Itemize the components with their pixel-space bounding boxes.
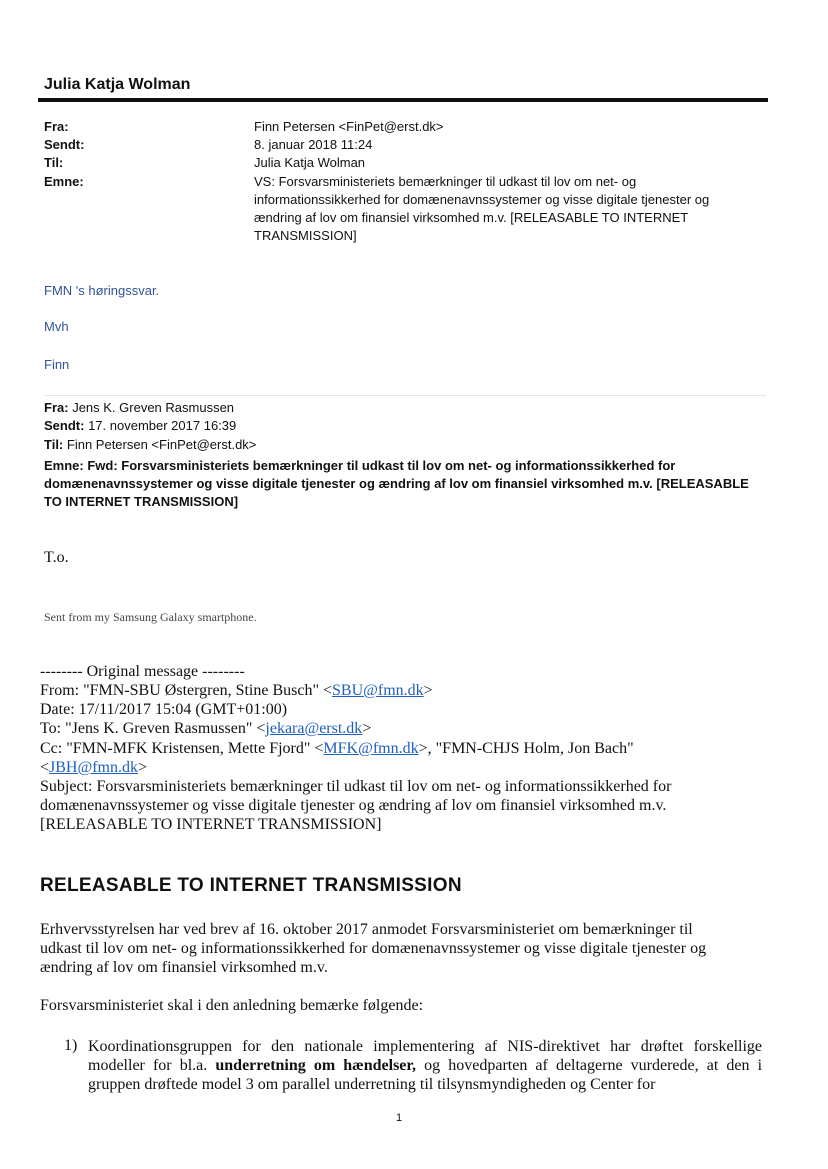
original-from-text: From: "FMN-SBU Østergren, Stine Busch" <: [40, 682, 333, 699]
subject-value: VS: Forsvarsministeriets bemærkninger til udkast til lov om net- og informationssikkerhed for domænenavnssystemer og visse digitale tjenester og ændring af lov om finansiel virksomhed m.v. [RELEASABLE TO INTERNET TRANSMISSION]: [254, 174, 710, 243]
mfk-email-link[interactable]: MFK@fmn.dk: [323, 740, 419, 757]
to-value: Julia Katja Wolman: [254, 155, 366, 170]
from-label: Fra:: [44, 119, 69, 134]
sent-value: 8. januar 2018 11:24: [254, 137, 373, 152]
forward-to-label: Til:: [44, 437, 64, 452]
list-item-text: [88, 1037, 762, 1094]
original-cc-mid: >, "FMN-CHJS Holm, Jon Bach": [418, 740, 634, 757]
body-line-hearing: FMN 's høringssvar.: [44, 283, 160, 298]
forward-subject-value: Fwd: Forsvarsministeriets bemærkninger til udkast til lov om net- og informationssikkerhed for domænenavnssystemer og visse digitale tjenester og ændring af lov om finansiel virksomhed m.v. [RELEASABLE TO INTERNET TRANSMISSION]: [44, 458, 749, 509]
from-value: Finn Petersen <FinPet@erst.dk>: [254, 119, 444, 134]
header-rule: [38, 98, 768, 102]
original-cc-line-2: [40, 758, 780, 777]
forward-subject-row: [44, 457, 764, 511]
forward-to-row: [44, 436, 774, 454]
original-message-heading: -------- Original message --------: [40, 663, 245, 680]
forward-divider: [44, 395, 766, 396]
original-from-line: [40, 681, 780, 700]
original-cc-line: [40, 739, 780, 758]
to-note: T.o.: [44, 549, 69, 566]
original-subject-line-2: domænenavnssystemer og visse digitale tjenester og ændring af lov om finansiel virksomhed m.v.: [40, 797, 667, 814]
letter-paragraph-1-line-2: udkast til lov om net- og informationssikkerhed for domænenavnssystemer og visse digitale tjenester og: [40, 940, 707, 957]
jekara-email-link[interactable]: jekara@erst.dk: [265, 720, 363, 737]
forward-to-value: Finn Petersen <FinPet@erst.dk>: [66, 437, 257, 452]
releasable-heading: RELEASABLE TO INTERNET TRANSMISSION: [40, 875, 462, 896]
list-item-number: 1): [64, 1037, 78, 1054]
original-to-text: To: "Jens K. Greven Rasmussen" <: [40, 720, 266, 737]
body-line-signature: Finn: [44, 357, 70, 372]
original-cc-open: <: [40, 759, 50, 776]
jbh-email-link[interactable]: JBH@fmn.dk: [49, 759, 138, 776]
original-subject-line-3: [RELEASABLE TO INTERNET TRANSMISSION]: [40, 816, 382, 833]
forward-from-row: [44, 399, 774, 417]
original-cc-text: Cc: "FMN-MFK Kristensen, Mette Fjord" <: [40, 740, 324, 757]
original-date-line: Date: 17/11/2017 15:04 (GMT+01:00): [40, 701, 288, 718]
forward-subject-label: Emne:: [44, 458, 84, 473]
forward-sent-label: Sendt:: [44, 418, 85, 433]
original-to-close: >: [362, 720, 372, 737]
list-item-text-end: og hovedparten af deltagerne vurderede, at den i gruppen drøftede model 3 om parallel underretning til tilsynsmyndigheden og Center for: [88, 1057, 763, 1093]
list-item-text-start: Koordinationsgruppen for den nationale implementering af NIS-direktivet har drøftet forskellige modeller for bl.a.: [88, 1038, 762, 1074]
forward-sent-value: 17. november 2017 16:39: [88, 418, 237, 433]
letter-paragraph-1-line-3: ændring af lov om finansiel virksomhed m.v.: [40, 959, 328, 976]
to-label: Til:: [44, 155, 64, 170]
sent-label: Sendt:: [44, 137, 85, 152]
letter-paragraph-1-line-1: Erhvervsstyrelsen har ved brev af 16. oktober 2017 anmodet Forsvarsministeriet om bemærkninger til: [40, 921, 693, 938]
subject-label: Emne:: [44, 174, 84, 189]
sent-from-signature: Sent from my Samsung Galaxy smartphone.: [44, 610, 257, 624]
original-from-close: >: [423, 682, 433, 699]
forward-sent-row: [44, 417, 774, 435]
list-item-emphasis: underretning om hændelser,: [215, 1057, 417, 1074]
body-line-regards: Mvh: [44, 319, 69, 334]
sbu-email-link[interactable]: SBU@fmn.dk: [332, 682, 424, 699]
owner-name: Julia Katja Wolman: [44, 76, 191, 93]
forward-from-label: Fra:: [44, 400, 69, 415]
letter-paragraph-2: Forsvarsministeriet skal i den anledning bemærke følgende:: [40, 997, 424, 1014]
original-cc-close: >: [138, 759, 148, 776]
original-to-line: [40, 719, 780, 738]
forward-from-value: Jens K. Greven Rasmussen: [72, 400, 235, 415]
page-number: 1: [396, 1112, 403, 1124]
original-subject-line-1: Subject: Forsvarsministeriets bemærkninger til udkast til lov om net- og informationssikkerhed for: [40, 778, 672, 795]
